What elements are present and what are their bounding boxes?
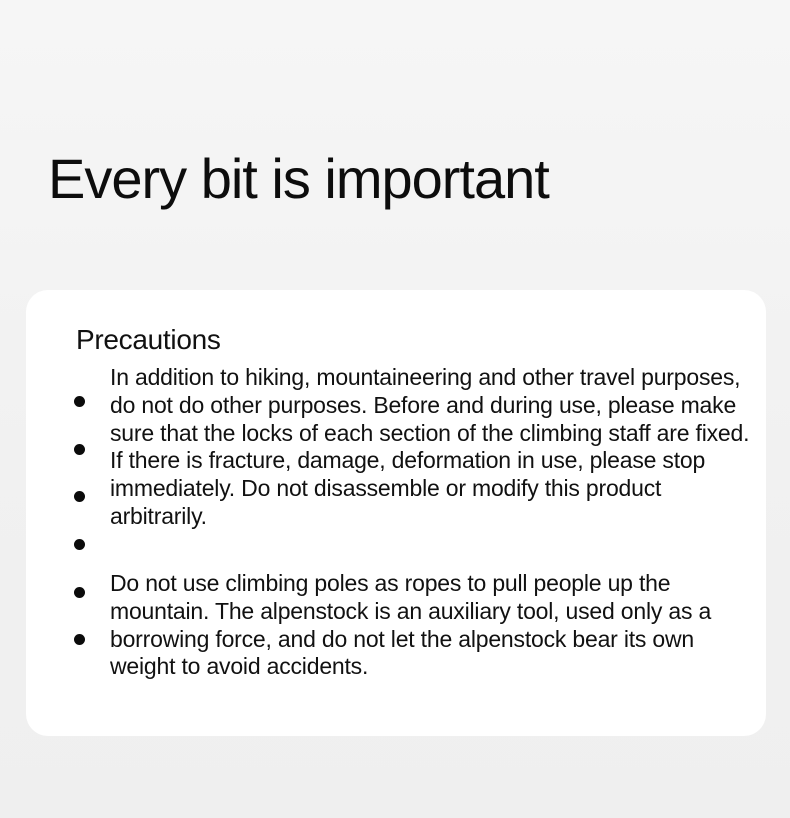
bullet-dot	[74, 634, 85, 645]
bullet-dot	[74, 539, 85, 550]
bullet-dot	[74, 396, 85, 407]
precaution-paragraph: Do not use climbing poles as ropes to pull people up the mountain. The alpenstock is an auxiliary tool, used only as a borrowing force, and do not let the alpenstock bear its own weight to avoid accidents.	[110, 570, 712, 680]
bullet-dot	[74, 444, 85, 455]
precaution-paragraph: In addition to hiking, mountaineering and other travel purposes, do not do other purposes. Before and during use, please make sure that the locks of each section of the climbing staff are fixed. If there is fracture, damage, deformation in use, please stop immediately. Do not disassemble or modify this product arbitrarily.	[110, 364, 750, 529]
bullet-dot	[74, 587, 85, 598]
bullet-dot	[74, 491, 85, 502]
page-headline: Every bit is important	[48, 147, 549, 210]
precautions-card	[26, 290, 766, 736]
card-title: Precautions	[76, 324, 221, 355]
